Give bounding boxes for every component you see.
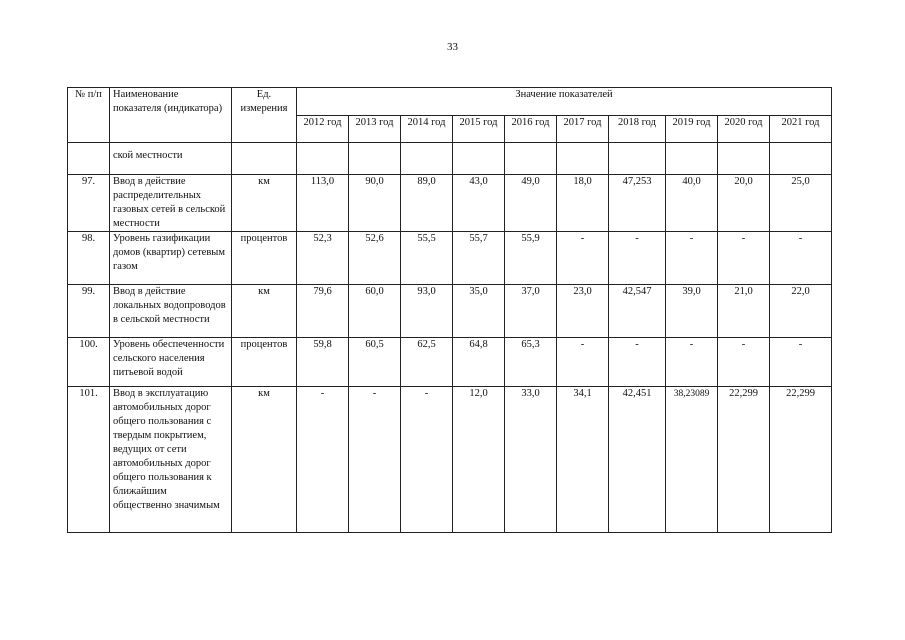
row-value: -: [666, 338, 718, 387]
header-row-main: [68, 88, 832, 116]
row-value: 18,0: [557, 175, 609, 232]
row-value: 33,0: [505, 387, 557, 533]
row-value: 12,0: [453, 387, 505, 533]
header-year: 2019 год: [666, 116, 718, 143]
header-name: Наименование показателя (индикатора): [110, 88, 232, 143]
header-year: 2021 год: [770, 116, 832, 143]
row-value: 42,451: [609, 387, 666, 533]
table-row: [68, 175, 832, 232]
row-value: 21,0: [718, 285, 770, 338]
row-value: -: [297, 387, 349, 533]
row-name: Ввод в действие локальных водопроводов в сельской местности: [110, 285, 232, 338]
row-value: 25,0: [770, 175, 832, 232]
row-value: -: [609, 232, 666, 285]
row-value: -: [401, 387, 453, 533]
row-unit: км: [232, 175, 297, 232]
row-value: [770, 143, 832, 175]
row-num: 98.: [68, 232, 110, 285]
row-value: 35,0: [453, 285, 505, 338]
header-year: 2012 год: [297, 116, 349, 143]
table-row: [68, 387, 832, 533]
header-year: 2020 год: [718, 116, 770, 143]
row-unit: км: [232, 285, 297, 338]
table-row: [68, 338, 832, 387]
row-unit: [232, 143, 297, 175]
row-value: 22,0: [770, 285, 832, 338]
row-name: Ввод в эксплуатацию автомобильных дорог общего пользования с твердым покрытием, ведущих от сети автомобильных дорог общего пользования к ближайшим общественно значимым: [110, 387, 232, 533]
row-value: [349, 143, 401, 175]
row-value: 49,0: [505, 175, 557, 232]
row-num: 97.: [68, 175, 110, 232]
row-value: [557, 143, 609, 175]
row-value: -: [770, 232, 832, 285]
header-num: № п/п: [68, 88, 110, 143]
row-value: 65,3: [505, 338, 557, 387]
row-value: 55,7: [453, 232, 505, 285]
row-value: 59,8: [297, 338, 349, 387]
page-number: 33: [447, 41, 458, 53]
row-value: 42,547: [609, 285, 666, 338]
row-value: -: [666, 232, 718, 285]
row-value: -: [718, 232, 770, 285]
row-value: 90,0: [349, 175, 401, 232]
row-value: 52,6: [349, 232, 401, 285]
row-value: 37,0: [505, 285, 557, 338]
row-value: [666, 143, 718, 175]
table-row: [68, 232, 832, 285]
row-value: -: [349, 387, 401, 533]
row-value: 60,0: [349, 285, 401, 338]
row-value: -: [609, 338, 666, 387]
row-value: [401, 143, 453, 175]
row-value: 43,0: [453, 175, 505, 232]
row-value: 55,9: [505, 232, 557, 285]
header-year: 2014 год: [401, 116, 453, 143]
header-year: 2018 год: [609, 116, 666, 143]
header-year: 2016 год: [505, 116, 557, 143]
row-value: [453, 143, 505, 175]
row-value: [609, 143, 666, 175]
row-value: 60,5: [349, 338, 401, 387]
row-value: 62,5: [401, 338, 453, 387]
row-value: 39,0: [666, 285, 718, 338]
table-row: [68, 143, 832, 175]
row-name: Ввод в действие распределительных газовых сетей в сельской местности: [110, 175, 232, 232]
row-value: 40,0: [666, 175, 718, 232]
row-value: 55,5: [401, 232, 453, 285]
row-value: 47,253: [609, 175, 666, 232]
row-name: ской местности: [110, 143, 232, 175]
row-name: Уровень обеспеченности сельского населения питьевой водой: [110, 338, 232, 387]
row-value: 93,0: [401, 285, 453, 338]
row-value: 34,1: [557, 387, 609, 533]
row-value: [297, 143, 349, 175]
header-values-group: Значение показателей: [297, 88, 832, 116]
row-value: 22,299: [770, 387, 832, 533]
header-unit: Ед. измерения: [232, 88, 297, 143]
row-value: 20,0: [718, 175, 770, 232]
row-num: 100.: [68, 338, 110, 387]
row-name: Уровень газификации домов (квартир) сетевым газом: [110, 232, 232, 285]
row-value: 23,0: [557, 285, 609, 338]
table-row: [68, 285, 832, 338]
row-num: 99.: [68, 285, 110, 338]
header-year: 2015 год: [453, 116, 505, 143]
header-year: 2017 год: [557, 116, 609, 143]
row-num: [68, 143, 110, 175]
indicators-table: [67, 87, 832, 533]
row-value: -: [557, 232, 609, 285]
row-value: 22,299: [718, 387, 770, 533]
row-value: 64,8: [453, 338, 505, 387]
row-value: 52,3: [297, 232, 349, 285]
row-value: [718, 143, 770, 175]
row-num: 101.: [68, 387, 110, 533]
row-value: -: [770, 338, 832, 387]
row-value: -: [718, 338, 770, 387]
row-value: 38,23089: [666, 387, 718, 533]
row-value: 79,6: [297, 285, 349, 338]
header-year: 2013 год: [349, 116, 401, 143]
row-unit: процентов: [232, 232, 297, 285]
row-value: 89,0: [401, 175, 453, 232]
row-value: 113,0: [297, 175, 349, 232]
row-value: [505, 143, 557, 175]
row-value: -: [557, 338, 609, 387]
row-unit: процентов: [232, 338, 297, 387]
row-unit: км: [232, 387, 297, 533]
